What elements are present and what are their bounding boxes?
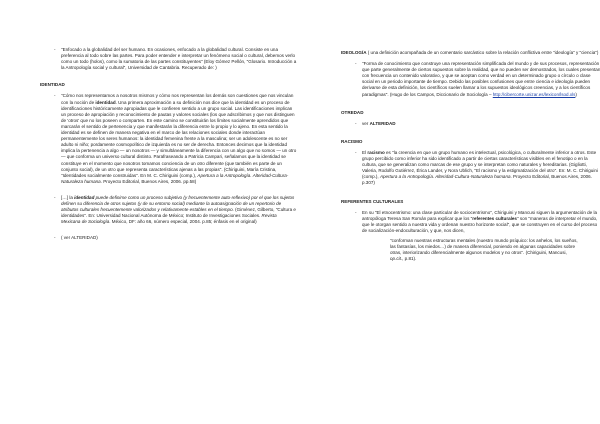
identidad-see-alteridad: [40, 235, 297, 241]
identidad-definition-2-text: […] la identidad puede definirse como un proceso subjetivo (y frecuentemente auto-reflexivo) por el que los sujetos definen su diferencia de otros sujetos (y de su entorno social) mediante la autoasignación de un repertorio de atributos culturales frecuentemente valorizados y relativamente estables en el tiempo. (Giménez, Gilberto, "Cultura e identidades". En: Universidad Nacional Autónoma de México; Instituto de Investigaciones Sociales. Revista Mexicana de Sociología. México, DF: año 66, número especial, 2004. p.85; énfasis en el original): [61, 194, 296, 225]
block-quote-text: "conforman nuestras estructuras mentales (nuestro mundo psíquico: los anhelos, los sueños, las fantasías, los miedos…) de manera diferencial, poniendo en algunas capacidades sobre otras, interiorizando diferencialmente algunos modelos y no otros". (Chiriguini, Mancusi, op.cit., p.81).: [390, 237, 578, 262]
referentes-culturales-definition: [341, 210, 600, 234]
bullet-dash: -: [54, 235, 56, 241]
referentes-culturales-text: En su "El etnocentrismo: una clase particular de sociocentrismo", Chiriguini y Mancusi siguen la argumentación de la antropóloga Teresa San Román para explicar que los "referentes culturales" son "maneras de interpretar el mundo, que le otorgan sentido a nuestra vida y ordenan nuestro horizonte social", que se construyen en el curso del proceso de socialización-endoculturación, y que, nos dicen,: [362, 209, 598, 233]
ideologia-definition-text: "Forma de conocimiento que construye una representación simplificada del mundo y de sus procesos, representación que parte generalmente de ciertos supuestos sobre la realidad, que no pueden ser demostrados, los cuales presentan con frecuencia un contenido valorativo, y que se aceptan como verdad en un determinado grupo o círculo o clase social en un periodo importante de tiempo. Debido las posibles confusiones que entre ciencia e ideología pueden derivarse de esta definición, los científicos suelen llamar a los supuestos ideológicos creencias, y a los científicos paradigmas". (Hugo de los Campos, Diccionario de Sociología – http://cibercorte.unizar.es/lexicon/lsod.xls): [362, 61, 600, 97]
identidad-definition-1: [40, 93, 297, 184]
holismo-definition-text: "Enfocado a la globalidad del ser humano. En ocasiones, enfocado a la globalidad cultural. Consiste en una preferencia al todo sobre las partes. Para poder entender e interpretar un fenómeno social o cultural, debemos verlo como un todo (holos), como la sumatoria de las partes constituyentes" (Eloy Gómez Pellón, "Glosario. Introducción a la Antropología social y cultural", Universidad de Cantabria. Recuperado de: ): [61, 47, 297, 71]
bullet-dash: -: [355, 149, 357, 155]
bullet-dash: -: [54, 194, 56, 200]
racismo-definition: [341, 150, 600, 187]
block-quote: [341, 238, 600, 262]
otredad-heading: OTREDAD: [341, 109, 364, 115]
racismo-heading: RACISMO: [341, 138, 363, 144]
bullet-dash: -: [355, 120, 357, 126]
bullet-dash: -: [54, 93, 56, 99]
otredad-see-alteridad: [341, 121, 600, 127]
identidad-see-alteridad-text: ( ver ALTERIDAD): [61, 235, 98, 241]
identidad-definition-1-text: "Cómo nos representamos a nosotros mismos y cómo nos representan los demás son cuestiones que nos vinculan con la noción de identidad. Una primera aproximación a su definición nos dice que la identidad es un proceso de identificaciones históricamente apropiadas que le confieren sentido a un grupo social. Las identificaciones implican un proceso de apropiación y reconocimiento de pautas y valores sociales (los que adscribimos y que nos distinguen de 'otros' que no los poseen o comparten. En este camino se constituirán los límites socialmente aprendidos que marcarán el sentido de pertenencia y que manifestarán la diferencia entre lo propio y lo ajeno. En esta sentido la identidad es se definen de manera negativa en el marco de las relaciones sociales donde interactúan permanentemente los seres humanos: la identidad femenina frente a la masculina; ser un adolescente es no ser adulto ni niño; pordamente cosmopolítico de izquierda es no ser de derecha. Entonces decimos que la identidad implica la pertenencia a algo — un nosotros — y simultáneamente la diferencia con un algo que no somos — un otro — que conforma un universo cultural distinto. Parafraseando a Patricia Campari, señalamos que la identidad se constituye en el momento que nosotros tomamos conciencia de un otro diferente (que también es parte de un conjunto social), de un otro que representa características ajenas a las propias". (Chiriguini, María Cristina, "Identidades socialmente construidas". En M. C. Chiriguini (comp.), Apertura a la Antropología. Alteridad-Cultura-Naturaleza humana. Proyecto Editorial, Buenos Aires, 2006. pp.58): [61, 93, 297, 184]
ideologia-title: IDEOLOGÍA ( una definición acompañada de un comentario sarcástico sobre la relación conflictiva entre "ideología" y "ciencia"): [341, 50, 599, 55]
referentes-culturales-heading: REFERENTES CULTURALES: [341, 198, 404, 204]
lexicon-link[interactable]: http://cibercorte.unizar.es/lexicon/lsod.xls: [492, 91, 576, 97]
bullet-dash: -: [54, 47, 56, 52]
racismo-definition-text: El racismo es "la creencia en que un grupo humano es intelectual, psicológica, o culturalmente inferior a otros. Este grupo percibido como inferior ha sido identificado a partir de ciertas características visibles en el fenotipo o en la cultura, que se generalizan como marcas de ese grupo y se interpretan como naturales y hereditarias. (Gigliotti, Valeria, Rodolfo Gutiérrez, Érica Lander, y Nora Ublich, "El racismo y la estigmatización del otro". En: M. C. Chiriguini (comp.), Apertura a la Antropología. Alteridad-Cultura-Naturaleza humana. Proyecto Editorial, Buenos Aires, 2006. p.307): [362, 149, 598, 186]
right-column: [341, 50, 600, 265]
identidad-heading: IDENTIDAD: [40, 82, 65, 88]
bullet-dash: -: [355, 61, 357, 67]
identidad-definition-2: [40, 195, 297, 225]
otredad-see-alteridad-text: ver ALTERIDAD: [362, 120, 396, 126]
holismo-definition-item: [40, 47, 297, 71]
left-column: [40, 47, 297, 245]
ideologia-definition: [341, 61, 600, 98]
bullet-dash: -: [355, 209, 357, 215]
